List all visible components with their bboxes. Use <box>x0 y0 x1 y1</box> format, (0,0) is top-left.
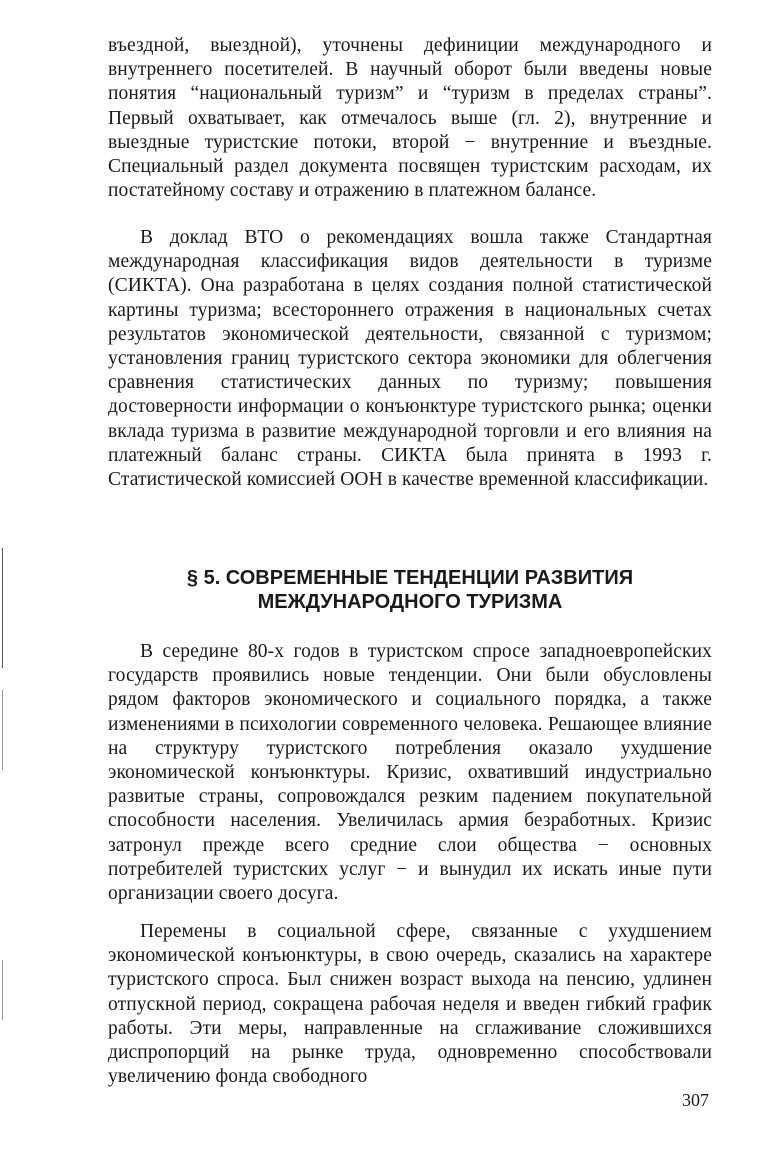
paragraph-social-changes: Перемены в социальной сфере, связанные с ухудшением экономической конъюнктуры, в свою очередь, сказались на характере туристского спроса. Был снижен возраст выхода на пенсию, удлинен отпускной период, сокращена рабочая неделя и введен гибкий график работы. Эти меры, направленные на сглаживание сложившихся диспропорций на рынке труда, одновременно способствовали увеличению фонда свободного <box>108 921 712 1088</box>
scan-edge-line <box>2 548 3 668</box>
page-number: 307 <box>682 1090 709 1110</box>
paragraph-sikta: В доклад ВТО о рекомендациях вошла также Стандартная международная классификация видов деятельности в туризме (СИКТА). Она разработана в целях создания полной статистической картины туризма; всестороннего отражения в национальных счетах результатов экономической деятельности, связанной с туризмом; установления границ туристского сектора экономики для облегчения сравнения статистических данных по туризму; повышения достоверности информации о конъюнктуре туристского рынка; оценки вклада туризма в развитие международной торговли и его влияния на платежный баланс страны. СИКТА была принята в 1993 г. Статистической комиссией ООН в качестве временной классификации. <box>108 227 712 491</box>
section-heading-line-2: МЕЖДУНАРОДНОГО ТУРИЗМА <box>257 591 563 613</box>
scan-edge-line <box>2 960 3 1020</box>
scan-edge-line <box>2 690 3 770</box>
paragraph-continuation: въездной, выездной), уточнены дефиниции международного и внутреннего посетителей. В научный оборот были введены новые понятия “национальный туризм” и “туризм в пределах страны”. Первый охватывает, как отмечалось выше (гл. 2), внутренние и выездные туристские потоки, второй − внутренние и въездные. Специальный раздел документа посвящен туристским расходам, их постатейному составу и отражению в платежном балансе. <box>108 35 712 202</box>
paragraph-trends: В середине 80-х годов в туристском спросе западноевропейских государств проявились новые тенденции. Они были обусловлены рядом факторов экономического и социального порядка, а также изменениями в психологии современного человека. Решающее влияние на структуру туристского потребления оказало ухудшение экономической конъюнктуры. Кризис, охвативший индустриально развитые страны, сопровождался резким падением покупательной способности населения. Увеличилась армия безработных. Кризис затронул прежде всего средние слои общества − основных потребителей туристских услуг − и вынудил их искать иные пути организации своего досуга. <box>108 641 712 905</box>
section-heading-line-1: § 5. СОВРЕМЕННЫЕ ТЕНДЕНЦИИ РАЗВИТИЯ <box>186 567 634 589</box>
section-heading <box>108 566 712 614</box>
